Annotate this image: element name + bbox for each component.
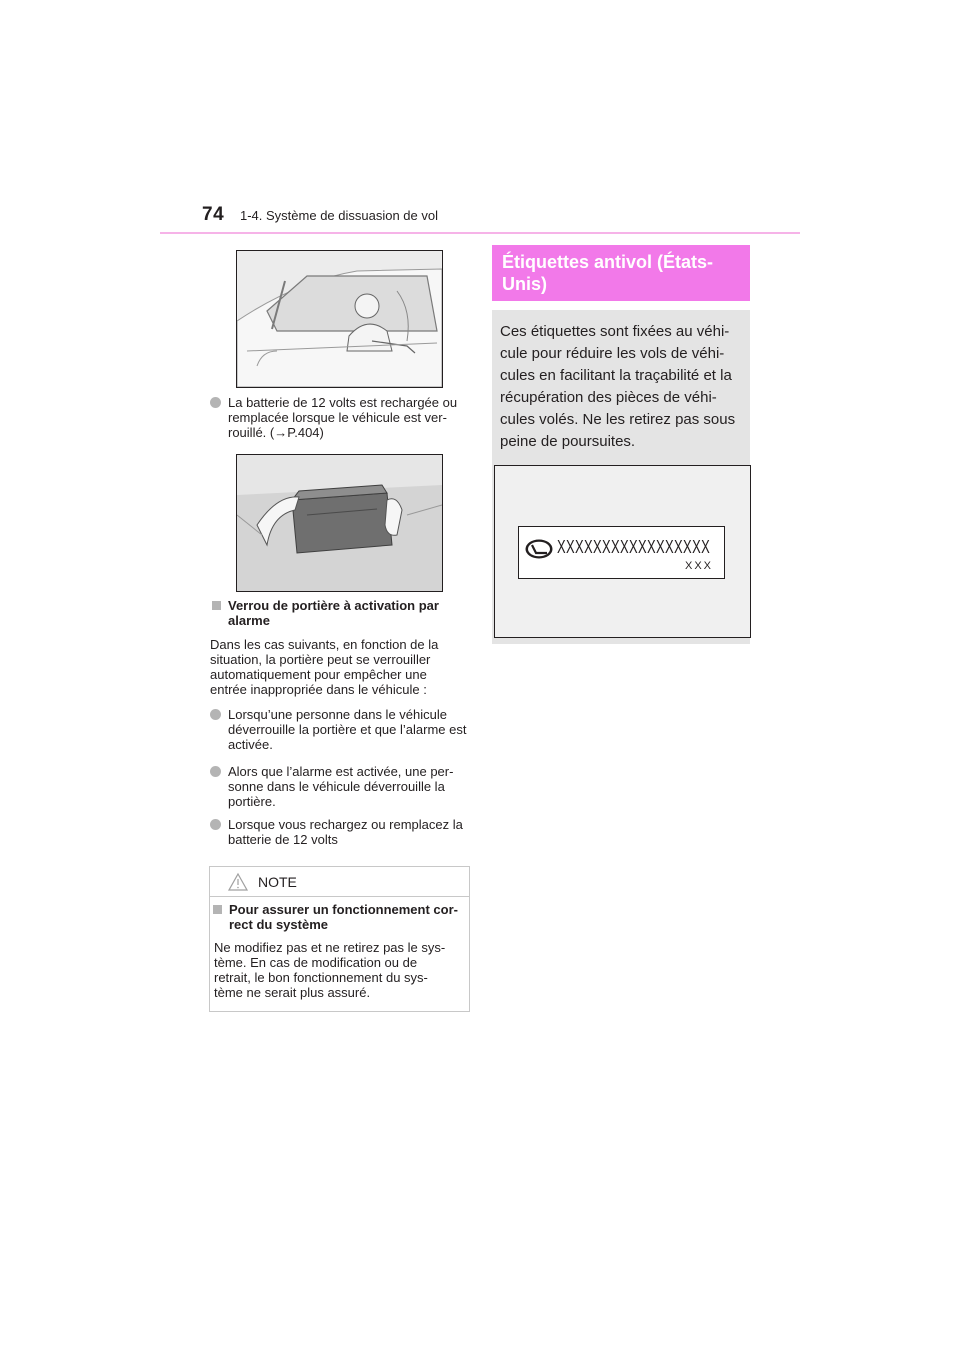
note-text: Ne modifiez pas et ne retirez pas le sys- tème. En cas de modification ou de retrait, le bon fonctionnement du sys- tème ne serait plus assuré. [214, 940, 446, 1000]
header-divider [160, 232, 800, 234]
square-bullet-icon [212, 601, 221, 610]
bullet-icon [210, 397, 221, 408]
warning-triangle-icon [227, 872, 249, 892]
square-bullet-icon [213, 905, 222, 914]
lexus-logo-icon [524, 538, 554, 560]
case-text: Lorsqu’une personne dans le véhicule déverrouille la portière et que l’alarme est activée. [228, 707, 467, 752]
label-code: XXX [685, 560, 714, 572]
note-box [209, 866, 470, 1012]
car-interior-illustration [236, 250, 443, 388]
note-divider [210, 896, 469, 897]
note-label: NOTE [258, 874, 297, 890]
bullet-icon [210, 819, 221, 830]
note-heading [213, 902, 464, 932]
note-heading-text: Pour assurer un fonctionnement cor- rect du système [229, 902, 458, 932]
alarm-lock-heading-text: Verrou de portière à activation par alarme [228, 598, 439, 628]
antitheft-description: Ces étiquettes sont fixées au véhi- cule pour réduire les vols de véhi- cules en facilitant la traçabilité et la récupération des pièces de véhi- cules volés. Ne les retirez pas sous peine de poursuites. [500, 323, 736, 450]
case-text: Alors que l’alarme est activée, une per- sonne dans le véhicule déverrouille la portière. [228, 764, 454, 809]
bullet-icon [210, 766, 221, 777]
antitheft-labels-header [492, 245, 750, 301]
antitheft-label-sticker [518, 526, 725, 579]
bullet-icon [210, 709, 221, 720]
case-item [210, 817, 478, 847]
battery-recharge-text: La batterie de 12 volts est rechargée ou remplacée lorsque le véhicule est ver- rouillé. (→P.404) [228, 395, 458, 440]
antitheft-labels-heading: Étiquettes antivol (États- Unis) [502, 252, 714, 294]
section-title: 1-4. Système de dissuasion de vol [240, 208, 438, 223]
alarm-lock-intro: Dans les cas suivants, en fonction de la situation, la portière peut se verrouiller automatiquement pour empêcher une entrée inappropriée dans le véhicule : [210, 637, 439, 697]
label-serial: XXXXXXXXXXXXXXXXX [557, 537, 711, 557]
battery-replacement-illustration [236, 454, 443, 592]
page-number: 74 [202, 204, 225, 225]
case-item [210, 707, 478, 752]
case-item [210, 764, 478, 809]
case-text: Lorsque vous rechargez ou remplacez la batterie de 12 volts [228, 817, 463, 847]
alarm-lock-heading [212, 598, 478, 628]
battery-recharge-bullet [210, 395, 478, 440]
